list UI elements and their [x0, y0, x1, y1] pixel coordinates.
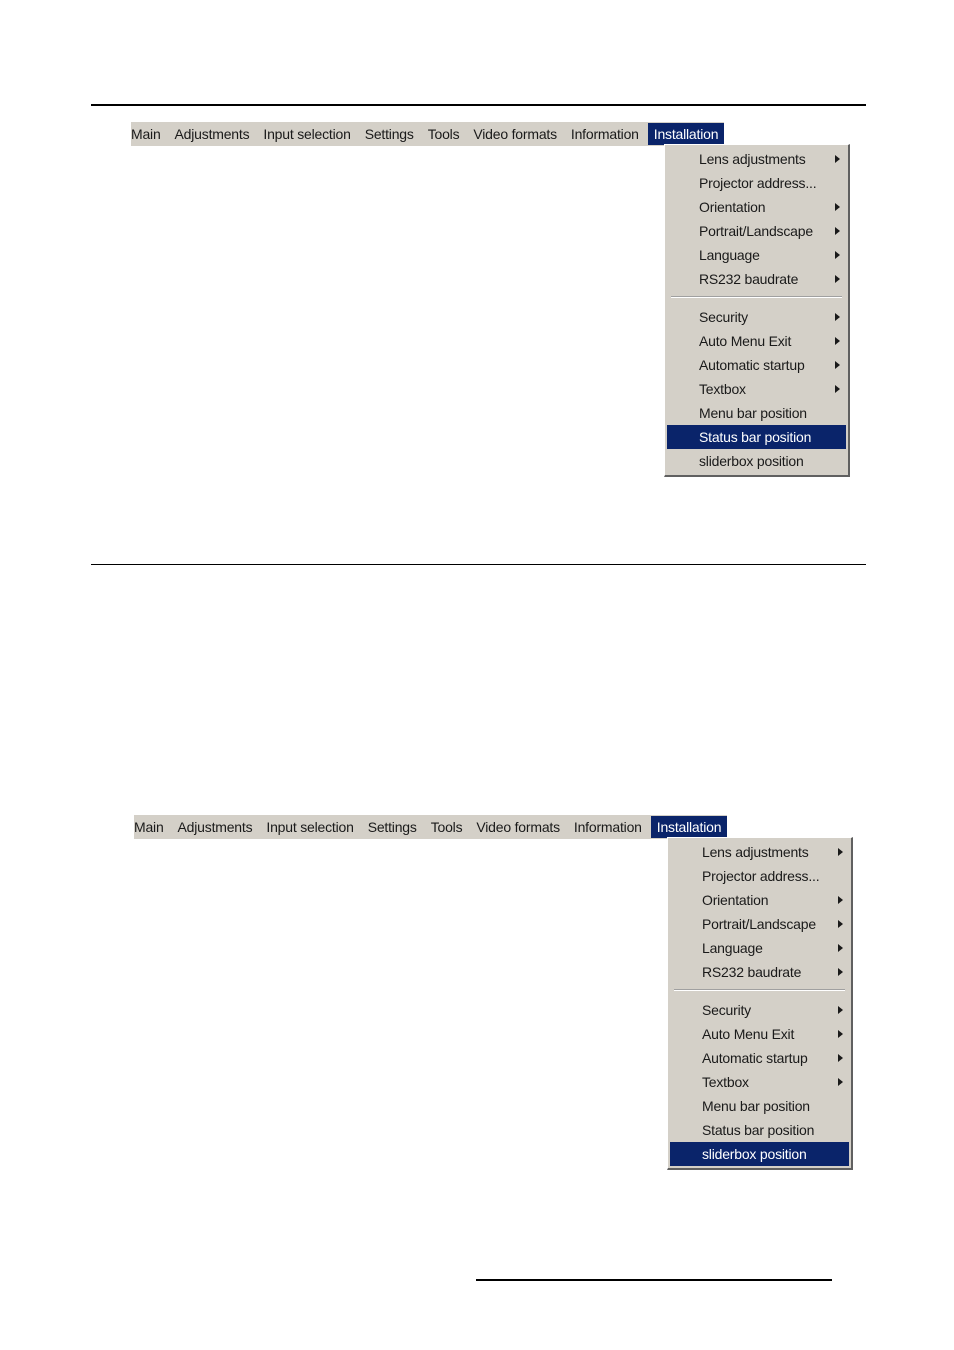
menu-item-label: Orientation	[699, 199, 766, 215]
top-rule	[91, 104, 866, 106]
menu-settings[interactable]: Settings	[367, 819, 417, 835]
menu-item-automatic-startup[interactable]	[670, 1046, 849, 1070]
menu-item-label: Textbox	[702, 1074, 749, 1090]
submenu-arrow-icon	[835, 227, 840, 235]
menu-item-label: Projector address...	[702, 868, 820, 884]
submenu-arrow-icon	[835, 361, 840, 369]
menu-item-sliderbox-position[interactable]	[667, 449, 846, 473]
menu-item-security[interactable]	[667, 305, 846, 329]
menu-item-label: RS232 baudrate	[699, 271, 799, 287]
screenshot-status-bar-selected	[131, 122, 861, 469]
menu-item-portrait-landscape[interactable]	[670, 912, 849, 936]
menu-item-auto-menu-exit[interactable]	[667, 329, 846, 353]
menu-item-label: sliderbox position	[702, 1146, 807, 1162]
menu-bar	[131, 122, 724, 146]
menu-item-sliderbox-position[interactable]	[670, 1142, 849, 1166]
submenu-arrow-icon	[838, 1030, 843, 1038]
menu-item-label: Orientation	[702, 892, 769, 908]
menu-item-menu-bar-position[interactable]	[670, 1094, 849, 1118]
submenu-arrow-icon	[838, 1006, 843, 1014]
submenu-arrow-icon	[835, 251, 840, 259]
menu-item-lens-adjustments[interactable]	[667, 147, 846, 171]
menu-item-label: Security	[702, 1002, 751, 1018]
menu-tools[interactable]: Tools	[427, 126, 460, 142]
menu-item-label: Status bar position	[699, 429, 812, 445]
installation-dropdown	[664, 144, 850, 477]
menu-item-label: Language	[702, 940, 763, 956]
submenu-arrow-icon	[835, 313, 840, 321]
submenu-arrow-icon	[838, 848, 843, 856]
menu-adjustments[interactable]: Adjustments	[177, 819, 253, 835]
submenu-arrow-icon	[838, 944, 843, 952]
menu-item-auto-menu-exit[interactable]	[670, 1022, 849, 1046]
submenu-arrow-icon	[838, 1054, 843, 1062]
menu-item-label: Automatic startup	[699, 357, 805, 373]
menu-item-orientation[interactable]	[667, 195, 846, 219]
submenu-arrow-icon	[835, 275, 840, 283]
menu-item-label: Menu bar position	[702, 1098, 810, 1114]
menu-item-security[interactable]	[670, 998, 849, 1022]
footer-rule	[476, 1279, 832, 1281]
menu-item-label: Language	[699, 247, 760, 263]
submenu-arrow-icon	[838, 1078, 843, 1086]
menu-adjustments[interactable]: Adjustments	[174, 126, 250, 142]
menu-item-label: Portrait/Landscape	[699, 223, 813, 239]
menu-separator	[670, 984, 849, 998]
menu-item-label: Automatic startup	[702, 1050, 808, 1066]
menu-item-label: Status bar position	[702, 1122, 815, 1138]
menu-main[interactable]: Main	[131, 126, 161, 142]
menu-item-label: Portrait/Landscape	[702, 916, 816, 932]
menu-item-projector-address[interactable]	[670, 864, 849, 888]
submenu-arrow-icon	[835, 385, 840, 393]
menu-item-language[interactable]	[670, 936, 849, 960]
menu-item-language[interactable]	[667, 243, 846, 267]
submenu-arrow-icon	[838, 896, 843, 904]
menu-item-portrait-landscape[interactable]	[667, 219, 846, 243]
menu-information[interactable]: Information	[573, 819, 642, 835]
menu-main[interactable]: Main	[134, 819, 164, 835]
menu-item-label: Projector address...	[699, 175, 817, 191]
menu-installation[interactable]: Installation	[648, 123, 725, 145]
menu-item-status-bar-position[interactable]	[670, 1118, 849, 1142]
menu-item-orientation[interactable]	[670, 888, 849, 912]
menu-separator	[667, 291, 846, 305]
menu-item-lens-adjustments[interactable]	[670, 840, 849, 864]
menu-item-menu-bar-position[interactable]	[667, 401, 846, 425]
submenu-arrow-icon	[835, 337, 840, 345]
menu-bar	[134, 815, 727, 839]
menu-video-formats[interactable]: Video formats	[476, 819, 560, 835]
installation-dropdown	[667, 837, 853, 1170]
menu-settings[interactable]: Settings	[364, 126, 414, 142]
submenu-arrow-icon	[838, 968, 843, 976]
submenu-arrow-icon	[835, 203, 840, 211]
menu-installation[interactable]: Installation	[651, 816, 728, 838]
menu-item-label: Security	[699, 309, 748, 325]
menu-item-label: Auto Menu Exit	[699, 333, 792, 349]
menu-video-formats[interactable]: Video formats	[473, 126, 557, 142]
menu-item-textbox[interactable]	[667, 377, 846, 401]
menu-input-selection[interactable]: Input selection	[263, 126, 351, 142]
menu-tools[interactable]: Tools	[430, 819, 463, 835]
menu-item-label: Menu bar position	[699, 405, 807, 421]
menu-item-label: Textbox	[699, 381, 746, 397]
menu-item-rs232-baudrate[interactable]	[667, 267, 846, 291]
menu-item-status-bar-position[interactable]	[667, 425, 846, 449]
menu-item-label: Lens adjustments	[699, 151, 806, 167]
screenshot-sliderbox-selected	[134, 815, 864, 1162]
menu-item-textbox[interactable]	[670, 1070, 849, 1094]
menu-input-selection[interactable]: Input selection	[266, 819, 354, 835]
menu-item-label: RS232 baudrate	[702, 964, 802, 980]
menu-item-label: Lens adjustments	[702, 844, 809, 860]
submenu-arrow-icon	[835, 155, 840, 163]
menu-item-automatic-startup[interactable]	[667, 353, 846, 377]
middle-rule	[91, 564, 866, 565]
menu-item-label: sliderbox position	[699, 453, 804, 469]
submenu-arrow-icon	[838, 920, 843, 928]
menu-item-projector-address[interactable]	[667, 171, 846, 195]
menu-item-rs232-baudrate[interactable]	[670, 960, 849, 984]
menu-information[interactable]: Information	[570, 126, 639, 142]
menu-item-label: Auto Menu Exit	[702, 1026, 795, 1042]
